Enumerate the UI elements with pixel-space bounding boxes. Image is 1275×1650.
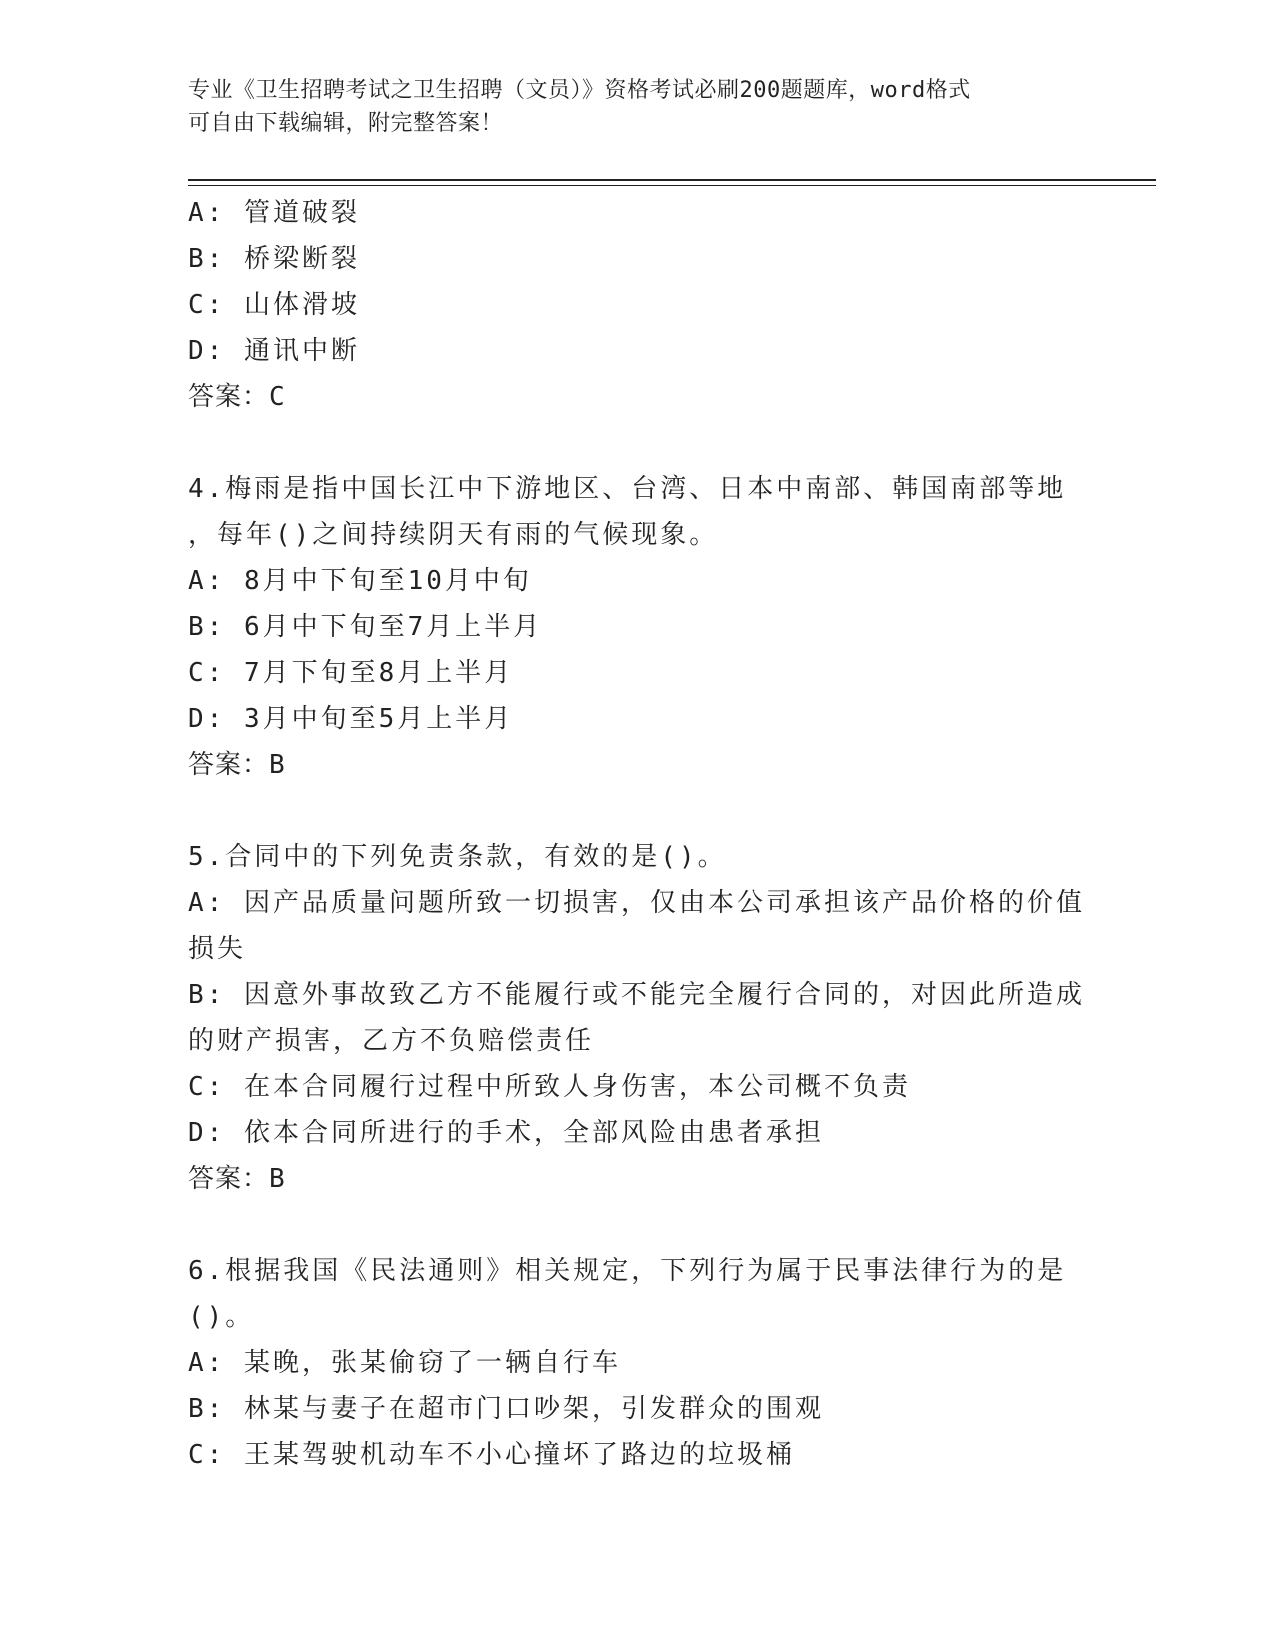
option-a: A: 管道破裂	[188, 198, 360, 228]
option-c: C: 在本合同履行过程中所致人身伤害，本公司概不负责	[188, 1072, 911, 1102]
option-c: C: 7月下旬至8月上半月	[188, 658, 514, 688]
answer: 答案：C	[188, 382, 286, 412]
option-d: D: 3月中旬至5月上半月	[188, 704, 514, 734]
option-a-continued: 损失	[188, 934, 247, 964]
option-a: A: 某晚，张某偷窃了一辆自行车	[188, 1348, 621, 1378]
header-line-2: 可自由下载编辑，附完整答案！	[188, 111, 504, 136]
question-stem: 5.合同中的下列免责条款，有效的是()。	[188, 842, 727, 872]
option-a: A: 8月中下旬至10月中旬	[188, 566, 532, 596]
option-c: C: 山体滑坡	[188, 290, 360, 320]
option-b-continued: 的财产损害，乙方不负赔偿责任	[188, 1026, 595, 1056]
question-4	[188, 466, 1088, 788]
option-b: B: 林某与妻子在超市门口吵架，引发群众的围观	[188, 1394, 824, 1424]
header-divider-thin	[188, 185, 1156, 186]
question-stem-continued: ，每年()之间持续阴天有雨的气候现象。	[188, 520, 719, 550]
option-a: A: 因产品质量问题所致一切损害，仅由本公司承担该产品价格的价值	[188, 888, 1085, 918]
header-line-1: 专业《卫生招聘考试之卫生招聘（文员）》资格考试必刷200题题库，word格式	[188, 78, 971, 103]
option-b: B: 桥梁断裂	[188, 244, 360, 274]
question-stem: 4.梅雨是指中国长江中下游地区、台湾、日本中南部、韩国南部等地	[188, 474, 1067, 504]
option-c: C: 王某驾驶机动车不小心撞坏了路边的垃圾桶	[188, 1440, 795, 1470]
document-body	[188, 190, 1088, 1478]
answer: 答案：B	[188, 1164, 286, 1194]
answer: 答案：B	[188, 750, 286, 780]
option-b: B: 6月中下旬至7月上半月	[188, 612, 543, 642]
document-header	[188, 74, 1068, 140]
question-3	[188, 190, 1088, 420]
question-stem-continued: ()。	[188, 1302, 255, 1332]
question-stem: 6.根据我国《民法通则》相关规定，下列行为属于民事法律行为的是	[188, 1256, 1067, 1286]
option-b: B: 因意外事故致乙方不能履行或不能完全履行合同的，对因此所造成	[188, 980, 1085, 1010]
question-5	[188, 834, 1088, 1202]
option-d: D: 通讯中断	[188, 336, 360, 366]
header-divider-thick	[188, 179, 1156, 181]
option-d: D: 依本合同所进行的手术，全部风险由患者承担	[188, 1118, 824, 1148]
question-6	[188, 1248, 1088, 1478]
